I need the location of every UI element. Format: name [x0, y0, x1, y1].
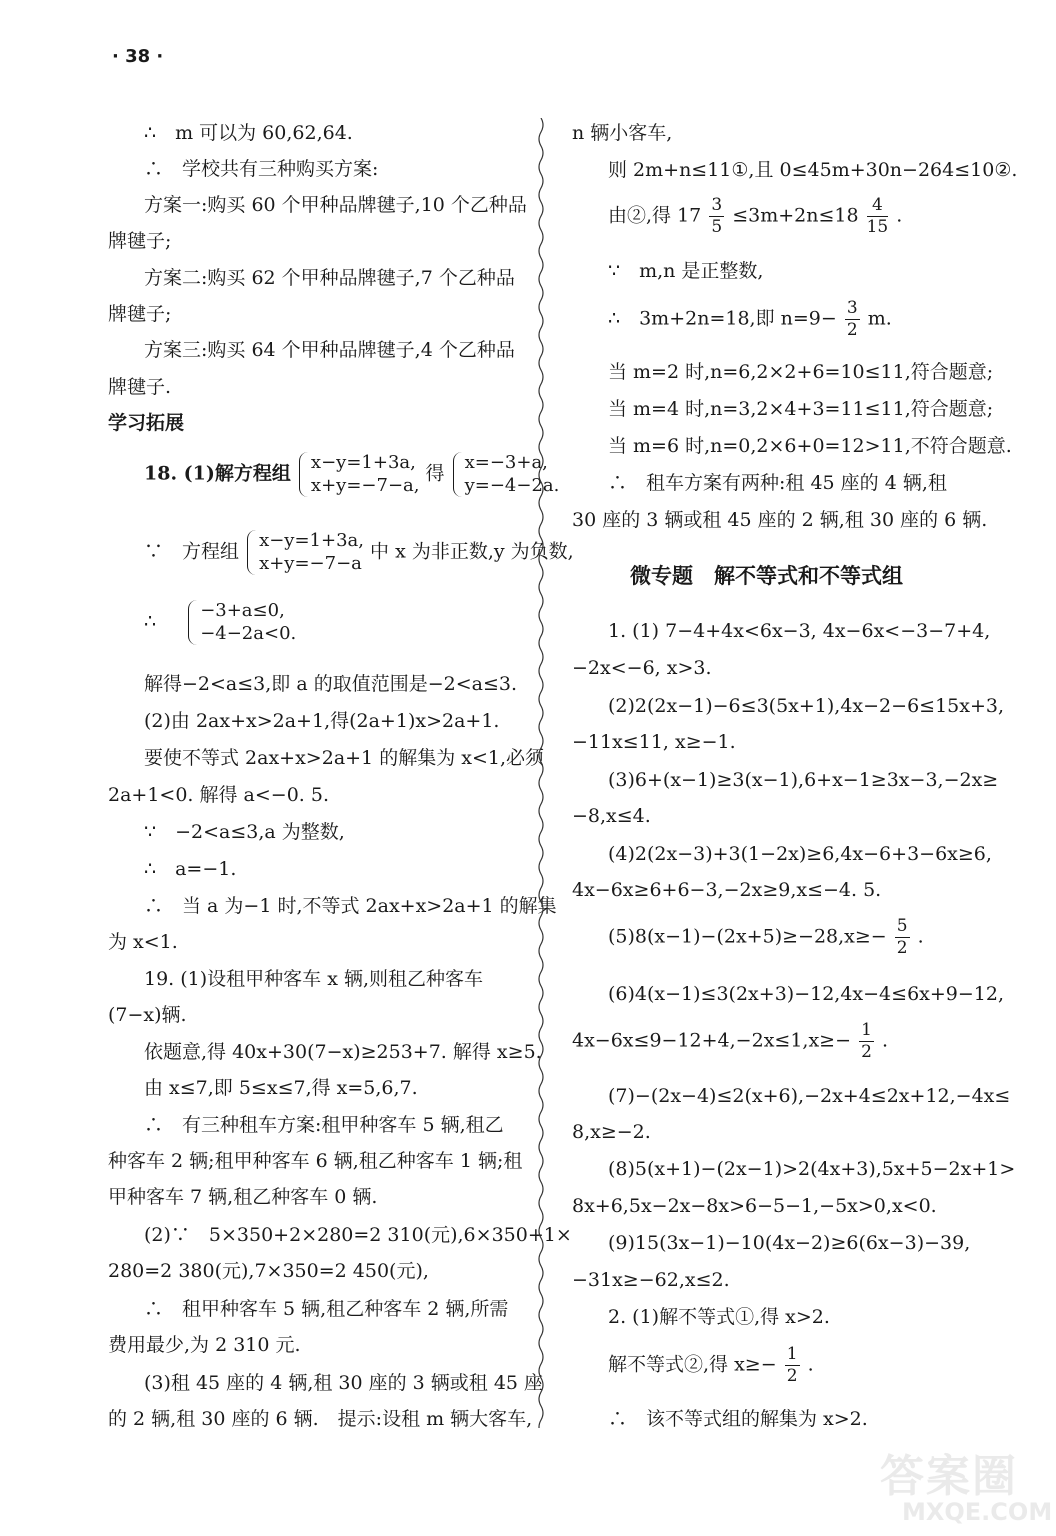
therefore-symbol: ∴: [144, 610, 157, 633]
text-line: 依题意,得 40x+30(7−x)≥253+7. 解得 x≥5.: [144, 1041, 542, 1063]
text-line: 为 x<1.: [108, 931, 178, 953]
text-line: 方案二:购买 62 个甲种品牌毽子,7 个乙种品: [144, 267, 515, 289]
numerator: 1: [786, 1344, 798, 1364]
text-line: (9)15(3x−1)−10(4x−2)≥6(6x−3)−39,: [608, 1232, 971, 1254]
text-segment: ∴ 3m+2n=18,即 n=9−: [608, 307, 837, 330]
system-row: x−y=1+3a,: [259, 530, 364, 551]
text-line: (3)租 45 座的 4 辆,租 30 座的 3 辆或租 45 座: [144, 1372, 544, 1394]
equation-system: [299, 452, 420, 497]
denominator: 15: [866, 217, 889, 237]
text-line: (7−x)辆.: [108, 1004, 187, 1026]
text-line: n 辆小客车,: [572, 122, 673, 144]
text-segment: m.: [867, 307, 892, 330]
text-line: 方案三:购买 64 个甲种品牌毽子,4 个乙种品: [144, 339, 515, 361]
fraction-line: [608, 197, 902, 236]
text-line: −2x<−6, x>3.: [572, 657, 712, 679]
text-line: ∴ 当 a 为−1 时,不等式 2ax+x>2a+1 的解集: [144, 895, 557, 917]
fraction-line: [608, 1346, 814, 1385]
numerator: 5: [896, 916, 908, 936]
text-segment: (5)8(x−1)−(2x+5)≥−28,x≥−: [608, 925, 887, 948]
text-line: 4x−6x≥6+6−3,−2x≥9,x≤−4. 5.: [572, 879, 882, 901]
text-line: 种客车 2 辆;租甲种客车 6 辆,租乙种客车 1 辆;租: [108, 1150, 523, 1172]
system-row: x+y=−7−a,: [310, 474, 420, 496]
text-line: ∴ 学校共有三种购买方案:: [144, 158, 379, 180]
text-line: 8x+6,5x−2x−8x>6−5−1,−5x>0,x<0.: [572, 1195, 937, 1217]
brace-icon: [188, 600, 197, 645]
text-line: 牌毽子;: [108, 303, 172, 325]
text-segment: .: [896, 204, 903, 227]
numerator: 4: [867, 197, 889, 217]
equation-system: [247, 530, 364, 575]
text-line: −8,x≤4.: [572, 805, 651, 827]
text-line: (2)∵ 5×350+2×280=2 310(元),6×350+1×: [144, 1224, 572, 1246]
brace-icon: [299, 452, 308, 497]
text-line: 当 m=2 时,n=6,2×2+6=10≤11,符合题意;: [608, 361, 994, 383]
text-line: (2)2(2x−1)−6≤3(5x+1),4x−2−6≤15x+3,: [608, 695, 1005, 717]
text-line: ∴ a=−1.: [144, 858, 237, 880]
system-row: x−y=1+3a,: [310, 452, 416, 473]
equation-line-q18-therefore: [144, 600, 296, 645]
text-line: −31x≥−62,x≤2.: [572, 1269, 730, 1291]
text-line: 280=2 380(元),7×350=2 450(元),: [108, 1260, 429, 1282]
text-line: 牌毽子;: [108, 230, 172, 252]
text-line: ∵ m,n 是正整数,: [608, 260, 764, 282]
fraction: [785, 1346, 800, 1385]
text-line: 由 x≤7,即 5≤x≤7,得 x=5,6,7.: [144, 1077, 418, 1099]
text-line: 30 座的 3 辆或租 45 座的 2 辆,租 30 座的 6 辆.: [572, 509, 988, 531]
fraction: [709, 197, 724, 236]
text-line: 2. (1)解不等式①,得 x>2.: [608, 1306, 830, 1328]
text-line: 费用最少,为 2 310 元.: [108, 1334, 301, 1356]
system-row: −3+a≤0,: [200, 600, 285, 621]
text-line: ∵ −2<a≤3,a 为整数,: [144, 821, 345, 843]
text-line: 2a+1<0. 解得 a<−0. 5.: [108, 784, 330, 806]
section-heading: 学习拓展: [108, 412, 185, 434]
section-title: 微专题 解不等式和不等式组: [630, 564, 903, 588]
text-line: −11x≤11, x≥−1.: [572, 731, 736, 753]
fraction: [859, 1022, 874, 1061]
system-row: −4−2a<0.: [200, 622, 297, 644]
fraction: [895, 918, 910, 957]
system-row: x+y=−7−a: [259, 552, 362, 574]
because-tail: 中 x 为非正数,y 为负数,: [370, 540, 574, 563]
denominator: 2: [846, 320, 858, 340]
text-line: (3)6+(x−1)≥3(x−1),6+x−1≥3x−3,−2x≥: [608, 769, 999, 791]
inequality-system: [188, 600, 296, 645]
text-line: 当 m=4 时,n=3,2×4+3=11≤11,符合题意;: [608, 398, 994, 420]
text-line: ∴ 该不等式组的解集为 x>2.: [608, 1408, 868, 1430]
text-line: 方案一:购买 60 个甲种品牌毽子,10 个乙种品: [144, 194, 527, 216]
denominator: 2: [786, 1366, 798, 1386]
system-row: x=−3+a,: [464, 452, 548, 473]
fraction: [867, 197, 889, 236]
numerator: 3: [711, 195, 723, 215]
text-line: (2)由 2ax+x>2a+1,得(2a+1)x>2a+1.: [144, 710, 500, 732]
numerator: 3: [846, 298, 858, 318]
numerator: 1: [861, 1020, 872, 1040]
fraction: [845, 300, 860, 339]
text-line: ∴ m 可以为 60,62,64.: [144, 122, 353, 144]
watermark-text: 答案圈: [880, 1451, 1018, 1502]
brace-icon: [247, 530, 256, 575]
text-line: (4)2(2x−3)+3(1−2x)≥6,4x−6+3−6x≥6,: [608, 843, 992, 865]
text-segment: .: [881, 1029, 888, 1052]
text-line: 则 2m+n≤11①,且 0≤45m+30n−264≤10②.: [608, 159, 1018, 181]
denominator: 5: [711, 217, 723, 237]
text-line: ∴ 租甲种客车 5 辆,租乙种客车 2 辆,所需: [144, 1298, 509, 1320]
text-line: ∴ 租车方案有两种:租 45 座的 4 辆,租: [608, 472, 947, 494]
watermark-url: MXQE.COM: [902, 1498, 1053, 1526]
q18-mid: 得: [425, 462, 445, 485]
text-line: (6)4(x−1)≤3(2x+3)−12,4x−4≤6x+9−12,: [608, 983, 1005, 1005]
system-row: y=−4−2a.: [464, 474, 560, 496]
text-segment: .: [807, 1353, 814, 1376]
text-line: 甲种客车 7 辆,租乙种客车 0 辆.: [108, 1186, 378, 1208]
watermark-logo: [880, 1440, 1053, 1530]
text-line: 19. (1)设租甲种客车 x 辆,则租乙种客车: [144, 968, 484, 990]
text-segment: 解不等式②,得 x≥−: [608, 1353, 777, 1376]
text-segment: .: [917, 925, 924, 948]
text-line: 要使不等式 2ax+x>2a+1 的解集为 x<1,必须: [144, 747, 544, 769]
text-line: 8,x≥−2.: [572, 1121, 651, 1143]
text-line: 牌毽子.: [108, 376, 172, 398]
fraction-line: [608, 300, 892, 339]
fraction-line: [608, 918, 924, 957]
equation-line-q18: [144, 452, 559, 497]
because-text: ∵ 方程组: [144, 540, 240, 563]
page-number: · 38 ·: [112, 46, 164, 67]
q18-prefix: 18. (1)解方程组: [144, 462, 291, 485]
denominator: 2: [896, 938, 908, 958]
text-line: 的 2 辆,租 30 座的 6 辆. 提示:设租 m 辆大客车,: [108, 1408, 533, 1430]
text-line: 1. (1) 7−4+4x<6x−3, 4x−6x<−3−7+4,: [608, 620, 991, 642]
column-divider: [536, 118, 546, 1428]
brace-icon: [453, 452, 462, 497]
denominator: 2: [861, 1042, 872, 1062]
text-line: 解得−2<a≤3,即 a 的取值范围是−2<a≤3.: [144, 673, 518, 695]
equation-line-q18-condition: [144, 530, 574, 575]
text-line: 当 m=6 时,n=0,2×6+0=12>11,不符合题意.: [608, 435, 1012, 457]
text-segment: 由②,得 17: [608, 204, 702, 227]
text-segment: ≤3m+2n≤18: [732, 204, 859, 227]
text-line: (8)5(x+1)−(2x−1)>2(4x+3),5x+5−2x+1>: [608, 1158, 1016, 1180]
text-line: (7)−(2x−4)≤2(x+6),−2x+4≤2x+12,−4x≤: [608, 1085, 1011, 1107]
text-segment: 4x−6x≤9−12+4,−2x≤1,x≥−: [572, 1029, 852, 1052]
text-line: ∴ 有三种租车方案:租甲种客车 5 辆,租乙: [144, 1114, 504, 1136]
fraction-line: [572, 1022, 888, 1061]
